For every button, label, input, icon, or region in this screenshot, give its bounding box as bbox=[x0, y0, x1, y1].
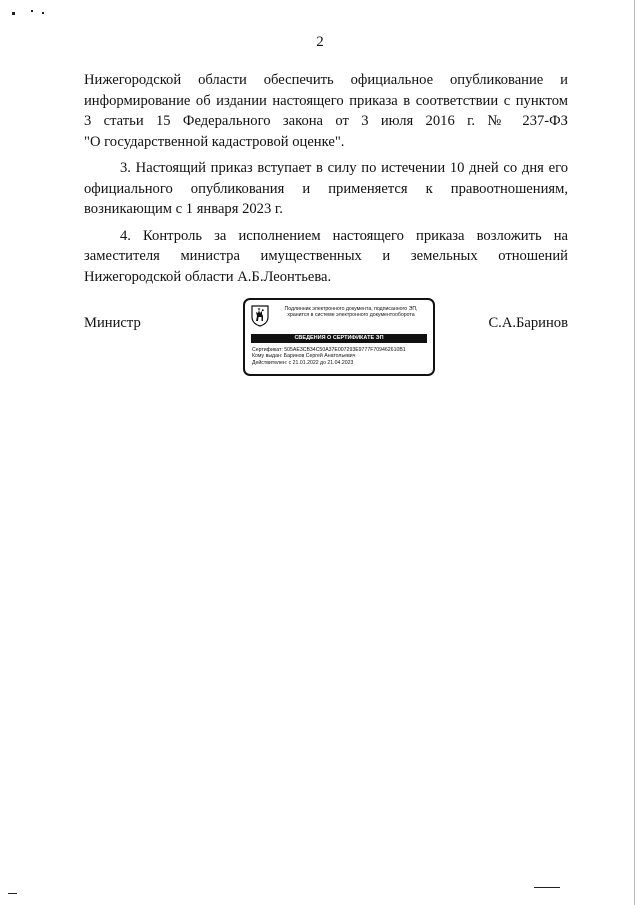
certificate-validity: Действителен: с 21.01.2022 до 21.04.2023 bbox=[252, 359, 354, 366]
text-line: 3 статьи 15 Федерального закона от 3 июля 2016 г. № 237-ФЗ bbox=[84, 113, 568, 129]
signature-block bbox=[84, 298, 568, 380]
scan-speck bbox=[42, 12, 44, 14]
stamp-details bbox=[252, 347, 430, 366]
text-line: "О государственной кадастровой оценке". bbox=[84, 133, 345, 150]
paragraph-4-control bbox=[84, 226, 568, 288]
text-line: возникающим с 1 января 2023 г. bbox=[84, 201, 283, 217]
scan-speck bbox=[12, 12, 15, 15]
stamp-header-bar: СВЕДЕНИЯ О СЕРТИФИКАТЕ ЭП bbox=[251, 334, 427, 343]
paragraph-publication bbox=[84, 70, 568, 152]
text-line: Нижегородской области обеспечить официальное опубликование и bbox=[84, 72, 568, 88]
scan-edge-line bbox=[634, 0, 635, 905]
scan-speck bbox=[8, 893, 17, 894]
text-line: информирование об издании настоящего приказа в соответствии с пунктом bbox=[84, 92, 568, 109]
paragraph-3-effective-date bbox=[84, 158, 568, 220]
certificate-owner: Кому выдан: Баринов Сергей Анатольевич bbox=[252, 353, 356, 360]
text-line: Нижегородской области А.Б.Леонтьева. bbox=[84, 268, 332, 285]
stamp-caption-line: Подлинник электронного документа, подписанного ЭП, bbox=[284, 306, 418, 312]
stamp-caption-line: хранится в системе электронного документооборота bbox=[287, 312, 415, 319]
signatory-name: С.А.Баринов bbox=[488, 315, 568, 331]
text-line: официального опубликования и применяется к правоотношениям, bbox=[84, 180, 568, 197]
text-line: 3. Настоящий приказ вступает в силу по истечении 10 дней со дня его bbox=[120, 160, 568, 176]
text-line: заместителя министра имущественных и земельных отношений bbox=[84, 248, 568, 264]
text-line: 4. Контроль за исполнением настоящего приказа возложить на bbox=[120, 227, 568, 244]
scan-speck bbox=[534, 887, 560, 888]
scan-speck bbox=[31, 10, 33, 12]
electronic-signature-stamp bbox=[243, 298, 435, 376]
stamp-caption bbox=[273, 306, 429, 319]
page-number: 2 bbox=[316, 34, 324, 50]
document-body bbox=[84, 70, 568, 293]
certificate-number: Сертификат: 505AE3CB34C50A37E007293E9777F709462610B1 bbox=[252, 347, 406, 353]
signatory-title: Министр bbox=[84, 315, 141, 331]
deer-coat-of-arms-icon bbox=[251, 305, 269, 327]
